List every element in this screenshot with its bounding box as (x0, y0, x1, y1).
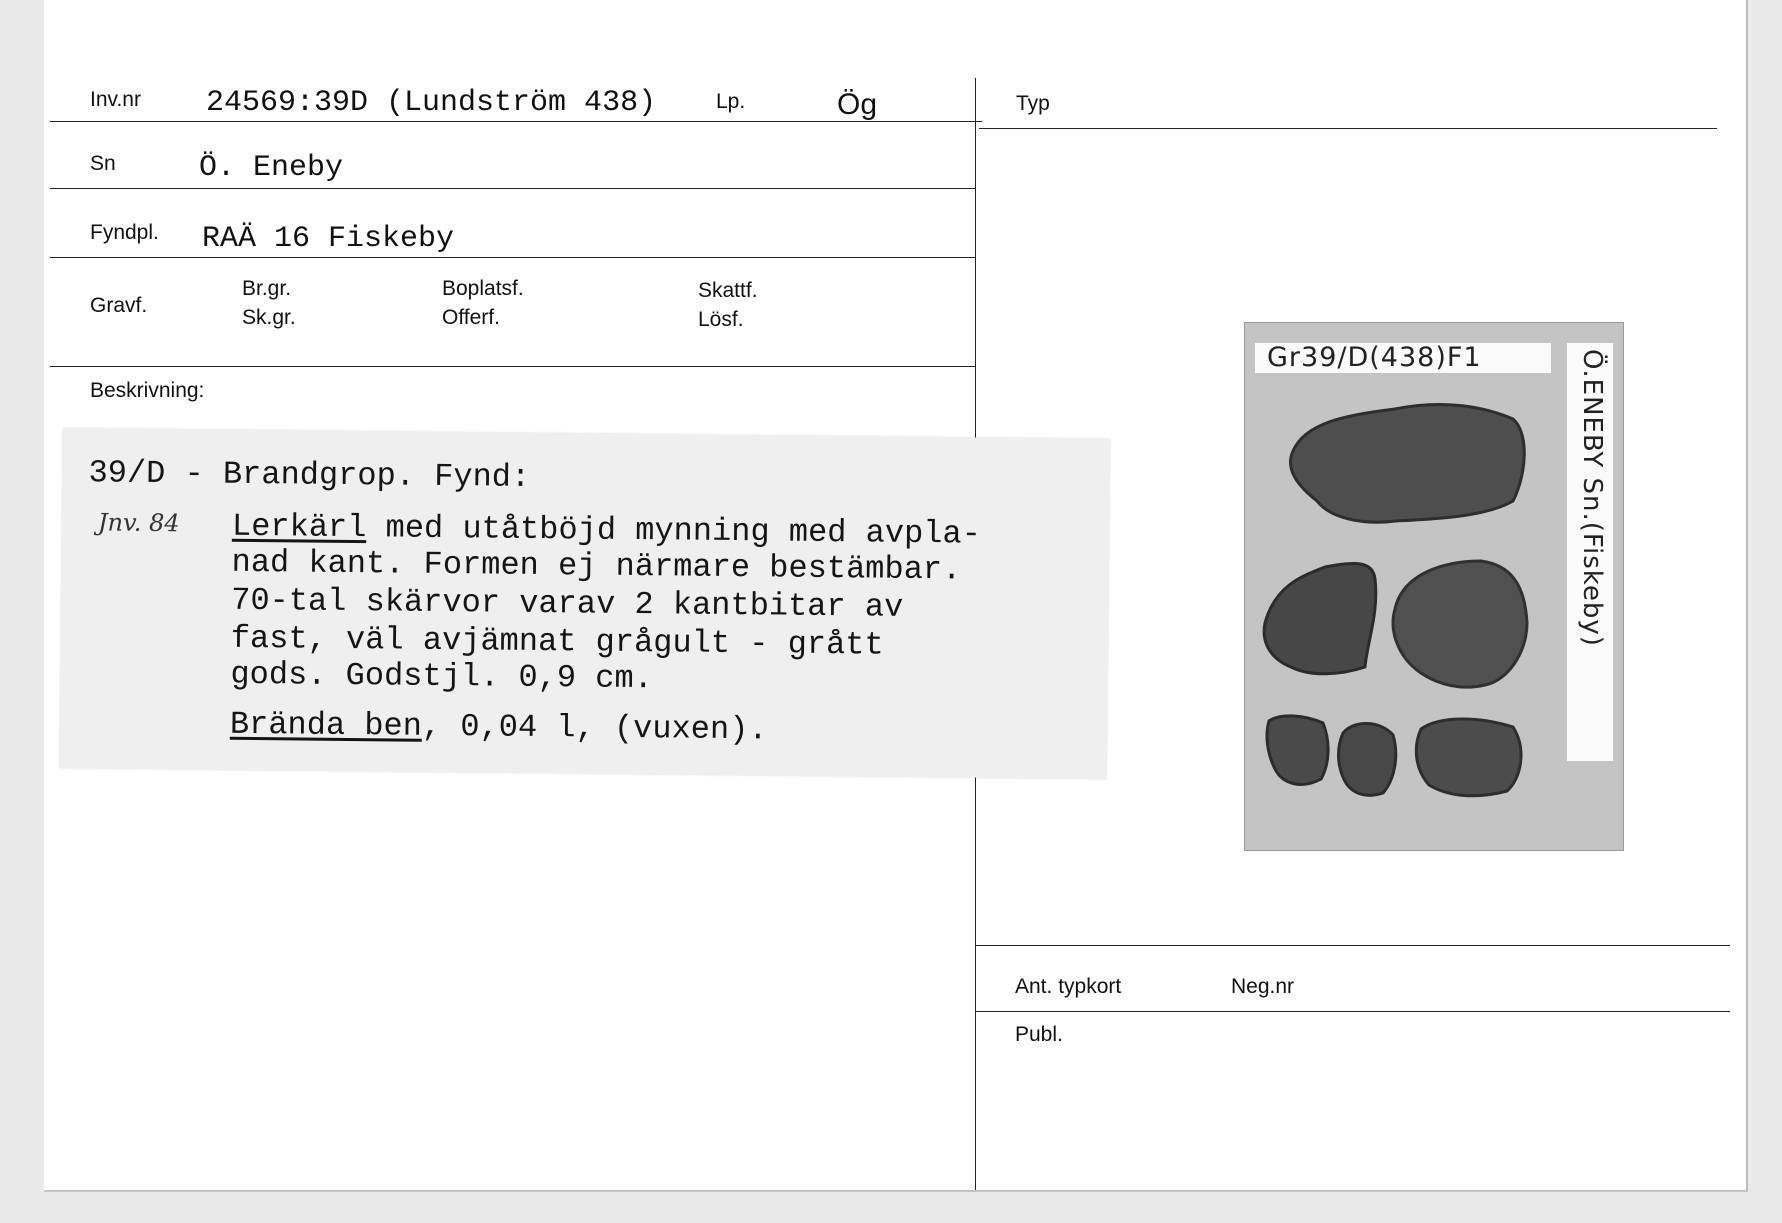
photo-side-label-strip (1567, 343, 1613, 761)
negnr-label: Neg.nr (1231, 975, 1295, 998)
sherd-small-3 (1416, 719, 1521, 796)
beskrivning-label: Beskrivning: (90, 379, 205, 402)
typ-label: Typ (1016, 92, 1050, 115)
line-1-rest: med utåtböjd mynning med avpla- (366, 509, 982, 553)
divider-typ (979, 128, 1717, 129)
fyndpl-value: RAÄ 16 Fiskeby (202, 222, 455, 256)
lp-value: Ög (837, 88, 878, 121)
losf-label: Lösf. (698, 308, 744, 331)
description-line-3: 70-tal skärvor varav 2 kantbitar av (231, 581, 904, 626)
description-slip (59, 428, 1110, 779)
divider-fyndpl (50, 257, 976, 258)
gravf-label: Gravf. (90, 294, 148, 317)
line-6-rest: , 0,04 l, (vuxen). (421, 707, 768, 749)
sn-label: Sn (90, 152, 116, 175)
description-heading: 39/D - Brandgrop. Fynd: (88, 454, 531, 496)
photo-side-label: Ö.ENEBY Sn.(Fiskeby) (1577, 349, 1607, 647)
invnr-label: Inv.nr (90, 88, 141, 111)
artifact-photo (1244, 322, 1624, 851)
description-line-4: fast, väl avjämnat grågult - grått (230, 619, 884, 664)
photo-top-label: Gr39/D(438)F1 (1255, 343, 1551, 373)
offerf-label: Offerf. (442, 306, 500, 329)
invnr-value: 24569:39D (Lundström 438) (206, 86, 657, 120)
divider-invnr (50, 121, 982, 122)
divider-gravf (50, 366, 976, 367)
sherd-right (1393, 561, 1527, 687)
boplatsf-label: Boplatsf. (442, 277, 524, 300)
sherd-large (1290, 404, 1524, 522)
divider-negnr (976, 1011, 1730, 1012)
description-line-5: gods. Godstjl. 0,9 cm. (230, 655, 654, 698)
sn-value: Ö. Eneby (199, 151, 344, 185)
description-line-6 (230, 706, 768, 749)
sherd-small-2 (1339, 723, 1396, 795)
inventory-note: Jnv. 84 (97, 508, 180, 538)
fyndpl-label: Fyndpl. (90, 221, 159, 244)
divider-ant-typkort (976, 945, 1730, 946)
ant-typkort-label: Ant. typkort (1015, 975, 1122, 998)
brgr-label: Br.gr. (242, 277, 292, 300)
lerkarl-term: Lerkärl (231, 507, 367, 547)
publ-label: Publ. (1015, 1023, 1063, 1046)
skattf-label: Skattf. (698, 279, 758, 302)
divider-sn (50, 188, 976, 189)
branda-ben-term: Brända ben (229, 705, 423, 745)
description-line-2: nad kant. Formen ej närmare bestämbar. (231, 543, 962, 589)
skgr-label: Sk.gr. (242, 306, 296, 329)
lp-label: Lp. (716, 90, 746, 113)
